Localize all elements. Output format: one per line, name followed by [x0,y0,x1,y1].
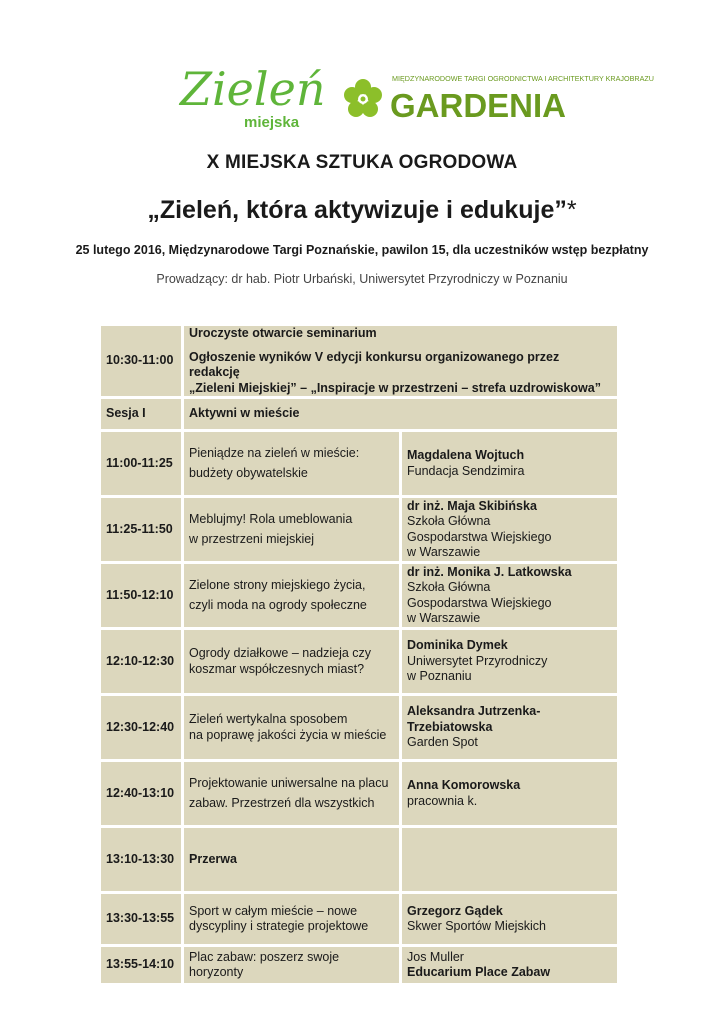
speaker-cell [402,947,617,983]
time-cell: 11:00-11:25 [101,432,181,495]
speaker-affiliation: w Warszawie [407,611,481,625]
footnote-mark: * [566,196,577,224]
speaker-affiliation: Garden Spot [407,735,478,750]
time-cell: 10:30-11:00 [101,326,181,396]
speaker-name: Magdalena Wojtuch [407,448,525,462]
topic-line: zabaw. Przestrzeń dla wszystkich [189,795,375,810]
break-label: Przerwa [184,828,399,891]
speaker-name: Aleksandra Jutrzenka- [407,704,541,719]
gardenia-logo [330,67,654,127]
topic-line: koszmar współczesnych miast? [189,661,365,676]
host-line: Prowadzący: dr hab. Piotr Urbański, Uniwersytet Przyrodniczy w Poznaniu [156,272,568,286]
speaker-affiliation: w Poznaniu [407,669,472,684]
topic-cell [184,432,399,495]
time-cell: 11:25-11:50 [101,498,181,561]
speaker-affiliation: w Warszawie [407,545,481,559]
speaker-affiliation: Uniwersytet Przyrodniczy [407,653,548,668]
zielen-logo-text: Zieleń [180,62,326,116]
table-row [101,564,617,627]
table-row [101,894,617,944]
time-cell: 13:30-13:55 [101,894,181,944]
topic-line: Meblujmy! Rola umeblowania [189,512,353,526]
table-row [101,947,617,983]
time-cell: 12:30-12:40 [101,696,181,759]
event-subtitle [0,196,724,225]
date-venue-line: 25 lutego 2016, Międzynarodowe Targi Poznańskie, pawilon 15, dla uczestników wstęp bezpłatny [75,243,649,257]
topic-line: na poprawę jakości życia w mieście [189,727,387,742]
speaker-name: Anna Komorowska [407,778,521,792]
time-cell: 12:10-12:30 [101,630,181,693]
table-row [101,432,617,495]
speaker-affiliation: Szkoła Główna [407,514,491,528]
table-row [101,630,617,693]
topic-cell [184,630,399,693]
opening-cell [184,326,617,396]
topic-cell [184,762,399,825]
topic-line: Pieniądze na zieleń w mieście: [189,446,360,460]
speaker-cell [402,762,617,825]
program-table [98,323,620,986]
opening-line1: Uroczyste otwarcie seminarium [189,326,377,340]
topic-cell [184,564,399,627]
topic-line: Zielone strony miejskiego życia, [189,578,366,592]
speaker-name: Jos Muller [407,949,464,964]
time-cell: 12:40-13:10 [101,762,181,825]
speaker-affiliation: Fundacja Sendzimira [407,463,525,478]
zielen-miejska-logo [178,57,326,132]
speaker-cell [402,564,617,627]
table-row-break [101,828,617,891]
opening-line2: Ogłoszenie wyników V edycji konkursu organizowanego przez redakcję [189,349,560,379]
table-row [101,762,617,825]
speaker-cell [402,432,617,495]
topic-line: Ogrody działkowe – nadzieja czy [189,646,372,660]
speaker-affiliation: Educarium Place Zabaw [407,965,551,979]
flower-icon [344,79,382,117]
session-label: Sesja I [101,399,181,429]
empty-cell [402,828,617,891]
opening-line3: „Zieleni Miejskiej” – „Inspiracje w przestrzeni – strefa uzdrowiskowa” [189,380,601,395]
topic-line: w przestrzeni miejskiej [189,531,315,546]
topic-line: Zieleń wertykalna sposobem [189,712,348,726]
speaker-cell [402,630,617,693]
logos-header [0,55,724,135]
speaker-affiliation: Gospodarstwa Wiejskiego [407,595,552,610]
session-title: Aktywni w mieście [184,399,617,429]
time-cell: 13:55-14:10 [101,947,181,983]
time-cell: 11:50-12:10 [101,564,181,627]
zielen-logo-sub: miejska [244,114,300,131]
speaker-name: Grzegorz Gądek [407,903,503,918]
table-row [101,696,617,759]
speaker-name: Dominika Dymek [407,638,508,653]
topic-line: Projektowanie uniwersalne na placu [189,776,389,790]
gardenia-name: GARDENIA [390,87,567,124]
time-cell: 13:10-13:30 [101,828,181,891]
speaker-cell [402,894,617,944]
gardenia-tagline: MIĘDZYNARODOWE TARGI OGRODNICTWA I ARCHITEKTURY KRAJOBRAZU [392,74,654,83]
table-row-session [101,399,617,429]
topic-cell: Plac zabaw: poszerz swoje horyzonty [184,947,399,983]
speaker-cell [402,696,617,759]
topic-line: czyli moda na ogrody społeczne [189,597,367,612]
topic-cell [184,696,399,759]
speaker-cell [402,498,617,561]
event-title: X MIEJSKA SZTUKA OGRODOWA [206,152,518,173]
topic-cell [184,894,399,944]
speaker-name: dr inż. Maja Skibińska [407,498,537,513]
speaker-name: Trzebiatowska [407,719,493,734]
speaker-affiliation: Skwer Sportów Miejskich [407,919,546,933]
topic-line: dyscypliny i strategie projektowe [189,919,369,933]
topic-line: budżety obywatelskie [189,465,308,480]
speaker-affiliation: Gospodarstwa Wiejskiego [407,529,552,544]
speaker-affiliation: pracownia k. [407,793,478,808]
speaker-name: dr inż. Monika J. Latkowska [407,564,572,579]
topic-line: Sport w całym mieście – nowe [189,903,358,918]
speaker-affiliation: Szkoła Główna [407,580,491,594]
event-subtitle-text: „Zieleń, która aktywizuje i edukuje” [147,196,567,224]
topic-cell [184,498,399,561]
table-row-opening [101,326,617,396]
table-row [101,498,617,561]
